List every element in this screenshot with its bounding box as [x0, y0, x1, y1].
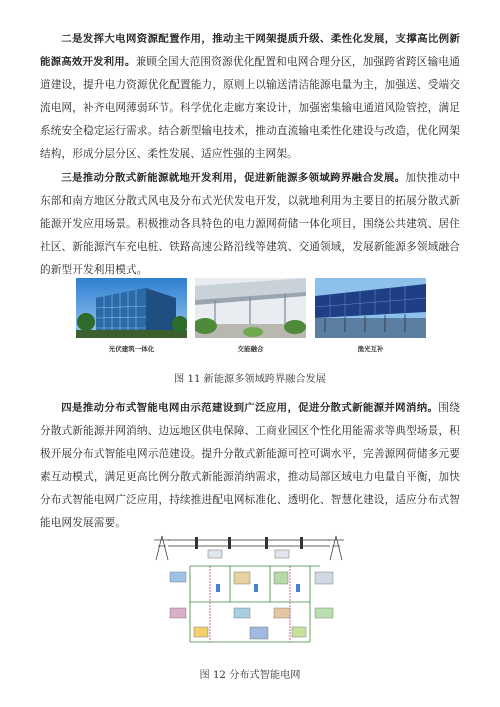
photo-fishery-pv	[315, 278, 426, 338]
figure-11-caption: 图 11 新能源多领域跨界融合发展	[174, 374, 326, 385]
paragraph-1-body: 兼顾全国大范围资源优化配置和电网合理分区，加强跨省跨区输电通道建设，提升电力资源优化配置能力，原则上以输送清洁能源电量为主，加强送、受端交流电网，补齐电网薄弱环节。科学优化走廊方案设计，加强密集输电通道风险管控，满足系统安全稳定运行需求。结合新型输电技术，推动直流输电柔性化建设与改造，优化网架结构，形成分层分区、柔性发展、适应性强的主网架。	[40, 56, 460, 160]
paragraph-2-heading: 三是推动分散式新能源就地开发利用，促进新能源多领域跨界融合发展。	[61, 172, 406, 184]
figure-11-photos	[76, 278, 426, 358]
photo-transport-energy	[195, 278, 306, 338]
paragraph-1-heading: 二是发挥大电网资源配置作用，推动主干网架提质升级、柔性化发展，支撑高比例新能源高效开发利用。	[40, 33, 460, 68]
paragraph-3	[40, 397, 460, 535]
photo-pv-building	[76, 278, 187, 338]
paragraph-3-heading: 四是推动分布式智能电网由示范建设到广泛应用，促进分散式新能源并网消纳。	[61, 402, 439, 414]
photo-label-3: 渔光互补	[357, 345, 384, 353]
paragraph-2	[40, 167, 460, 282]
paragraph-1	[40, 28, 460, 166]
figure-12-diagram	[150, 532, 350, 654]
paragraph-3-body: 围绕分散式新能源并网消纳、边远地区供电保障、工商业园区个性化用能需求等典型场景，积极开展分布式智能电网示范建设。提升分散式新能源可控可调水平，完善源网荷储多元要素互动模式，满足更高比例分散式新能源消纳需求，推动局部区域电力电量自平衡，加快分布式智能电网广泛应用，持续推进配电网标准化、透明化、智慧化建设，适应分布式智能电网发展需要。	[40, 402, 460, 529]
photo-label-2: 交能融合	[237, 345, 264, 353]
figure-12-caption: 图 12 分布式智能电网	[199, 670, 301, 681]
paragraph-2-body: 加快推动中东部和南方地区分散式风电及分布式光伏发电开发，以就地利用为主要目的拓展分散式新能源开发应用场景。积极推动各具特色的电力源网荷储一体化项目，围绕公共建筑、居住社区、新能源汽车充电桩、铁路高速公路沿线等建筑、交通领域，发展新能源多领域融合的新型开发利用模式。	[40, 172, 461, 276]
photo-label-1: 光伏建筑一体化	[108, 345, 155, 353]
